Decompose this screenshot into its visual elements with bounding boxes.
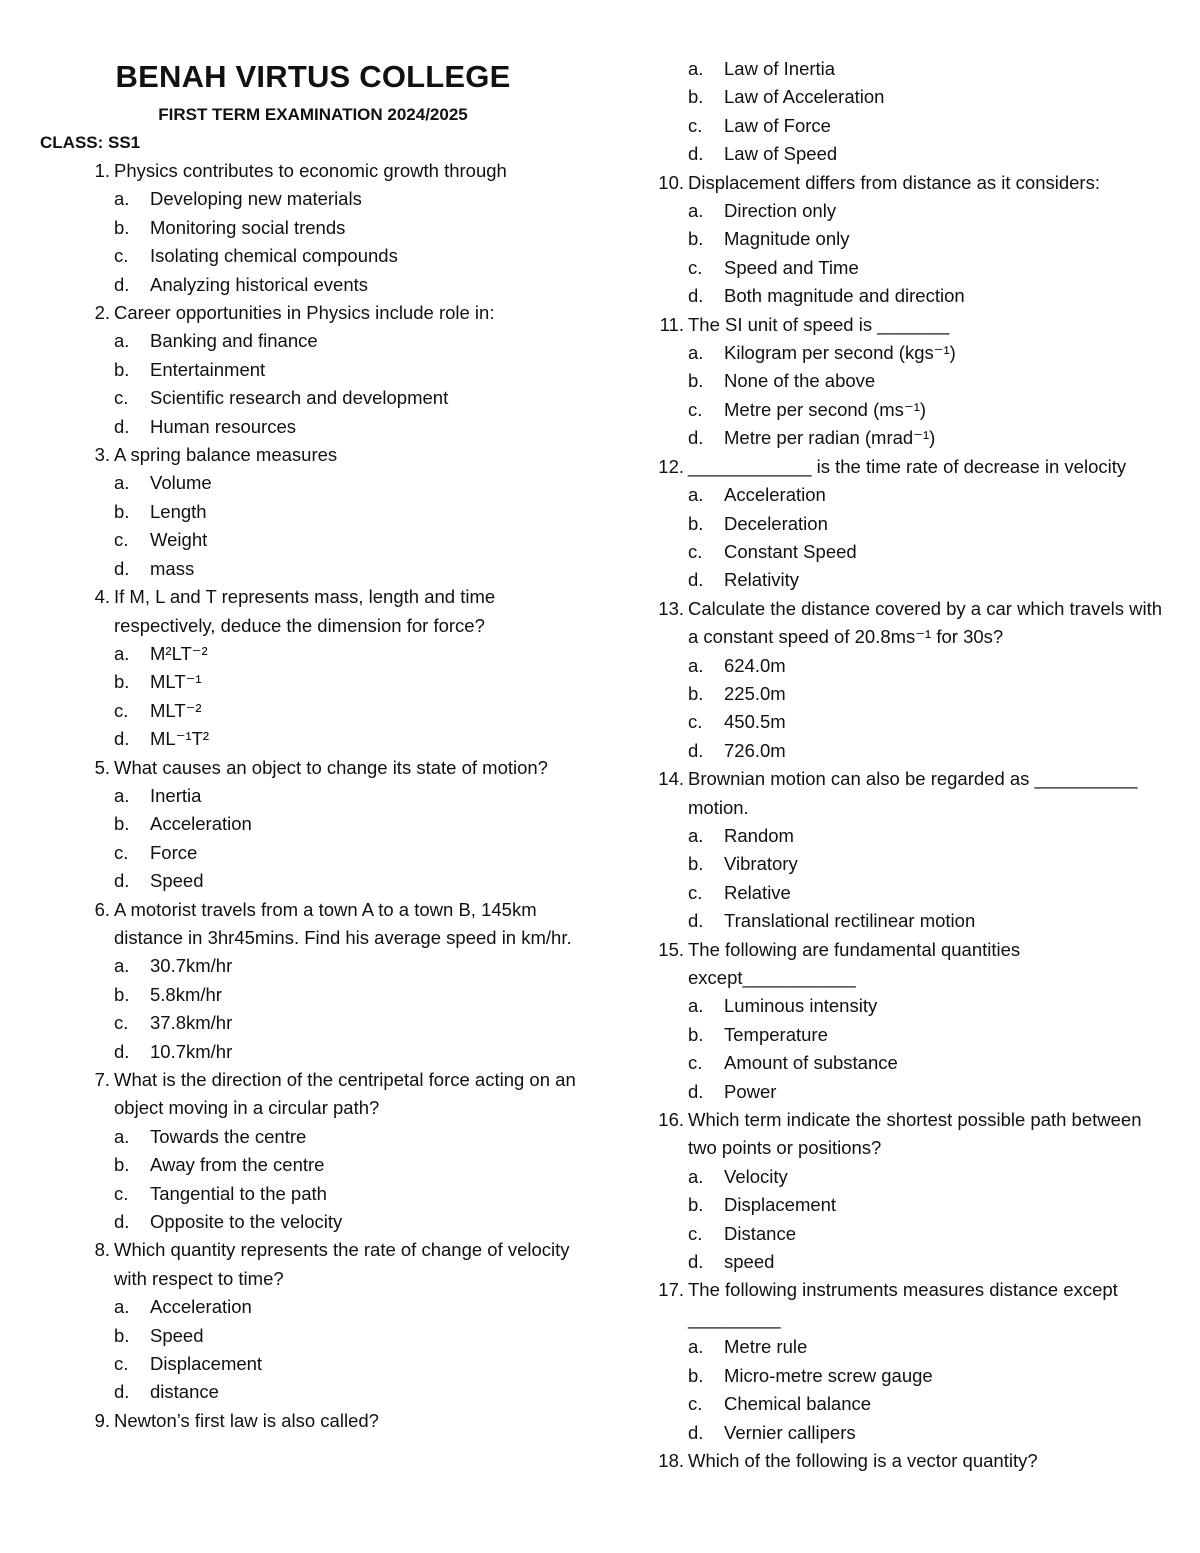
option-letter: a. [114, 784, 130, 806]
answer-option [78, 1009, 578, 1037]
answer-option [78, 327, 578, 355]
answer-option [78, 952, 578, 980]
answer-option [78, 810, 578, 838]
question-text: What causes an object to change its state of motion? [114, 756, 548, 778]
answer-option [652, 197, 1172, 225]
question [652, 595, 1172, 652]
question [78, 896, 578, 953]
question [652, 936, 1172, 993]
option-text: Entertainment [150, 358, 266, 380]
option-text: ML⁻¹T² [150, 728, 210, 750]
question-number: 2. [94, 302, 110, 324]
option-text: Banking and finance [150, 330, 318, 352]
question-block [652, 936, 1172, 1106]
option-text: Power [724, 1080, 777, 1102]
option-text: Distance [724, 1222, 796, 1244]
option-letter: b. [688, 1023, 704, 1045]
option-text: Chemical balance [724, 1393, 872, 1415]
option-text: mass [150, 557, 195, 579]
option-letter: b. [688, 86, 704, 108]
answer-option [652, 367, 1172, 395]
answer-option [78, 185, 578, 213]
option-letter: d. [688, 143, 704, 165]
question-text: Which quantity represents the rate of change of velocity with respect to time? [114, 1239, 570, 1289]
option-letter: a. [114, 1125, 130, 1147]
answer-option [78, 214, 578, 242]
answer-option [652, 680, 1172, 708]
question [78, 754, 578, 782]
exam-header [40, 58, 586, 154]
question [652, 1276, 1172, 1333]
question-number: 6. [94, 898, 110, 920]
option-letter: b. [114, 983, 130, 1005]
option-text: Tangential to the path [150, 1182, 327, 1204]
question-block [78, 299, 578, 441]
answer-option [652, 1191, 1172, 1219]
answer-option [652, 1049, 1172, 1077]
option-letter: d. [114, 1211, 130, 1233]
option-letter: d. [114, 870, 130, 892]
question-number: 9. [94, 1409, 110, 1431]
option-letter: b. [114, 1154, 130, 1176]
answer-option [652, 1021, 1172, 1049]
option-letter: a. [688, 1336, 704, 1358]
question-block [652, 453, 1172, 595]
answer-option [652, 992, 1172, 1020]
question [78, 583, 578, 640]
question-text: Which term indicate the shortest possible path between two points or positions? [688, 1109, 1142, 1159]
option-letter: a. [688, 484, 704, 506]
option-letter: a. [114, 955, 130, 977]
answer-option [78, 867, 578, 895]
question [652, 1447, 1172, 1475]
answer-option [652, 396, 1172, 424]
question [78, 1236, 578, 1293]
question-text: A spring balance measures [114, 444, 338, 466]
left-column [78, 157, 578, 1435]
answer-option [652, 566, 1172, 594]
answer-option [652, 1248, 1172, 1276]
option-text: Analyzing historical events [150, 273, 368, 295]
answer-option [652, 1220, 1172, 1248]
answer-option [652, 481, 1172, 509]
question [78, 1407, 578, 1435]
option-letter: b. [114, 358, 130, 380]
option-letter: b. [688, 512, 704, 534]
question-text: Calculate the distance covered by a car which travels with a constant speed of 20.8ms⁻¹ for 30s? [688, 597, 1163, 648]
option-letter: c. [114, 387, 129, 409]
question-text: Career opportunities in Physics include role in: [114, 302, 495, 324]
answer-option [652, 112, 1172, 140]
answer-option [78, 839, 578, 867]
option-letter: a. [688, 200, 704, 222]
question-text: The following are fundamental quantities except___________ [688, 938, 1021, 988]
answer-option [78, 725, 578, 753]
exam-title: FIRST TERM EXAMINATION 2024/2025 [158, 105, 468, 124]
answer-option [652, 822, 1172, 850]
option-text: Magnitude only [724, 228, 850, 250]
question-number: 18. [658, 1449, 684, 1471]
option-letter: d. [688, 910, 704, 932]
answer-option [78, 1208, 578, 1236]
option-text: Metre rule [724, 1336, 808, 1358]
question-block [652, 1447, 1172, 1475]
answer-option [652, 339, 1172, 367]
option-text: Both magnitude and direction [724, 285, 965, 307]
option-text: Monitoring social trends [150, 216, 346, 238]
question-text: Brownian motion can also be regarded as __________ motion. [688, 768, 1138, 818]
answer-option [78, 498, 578, 526]
class-label: CLASS: SS1 [40, 133, 141, 152]
answer-option [652, 510, 1172, 538]
question-block [78, 754, 578, 896]
option-text: 225.0m [724, 682, 786, 704]
option-text: Luminous intensity [724, 995, 878, 1017]
question-block [78, 441, 578, 583]
question-block [78, 583, 578, 753]
answer-option [652, 737, 1172, 765]
answer-option [652, 225, 1172, 253]
answer-option [652, 652, 1172, 680]
option-letter: b. [114, 216, 130, 238]
option-text: Deceleration [724, 512, 828, 534]
option-letter: a. [688, 654, 704, 676]
question-block [78, 157, 578, 299]
question-number: 11. [659, 313, 684, 335]
option-letter: c. [114, 529, 129, 551]
question-block [652, 169, 1172, 311]
answer-option [652, 1333, 1172, 1361]
question-number: 5. [94, 756, 110, 778]
question-number: 13. [658, 597, 684, 619]
option-letter: c. [688, 881, 703, 903]
question-number: 3. [94, 444, 110, 466]
answer-option [78, 782, 578, 810]
question-number: 4. [94, 586, 110, 608]
option-letter: b. [688, 228, 704, 250]
question-number: 15. [658, 938, 684, 960]
question-text: The following instruments measures distance except _________ [688, 1279, 1118, 1329]
option-text: 10.7km/hr [150, 1040, 233, 1062]
answer-option [78, 1322, 578, 1350]
option-letter: d. [114, 415, 130, 437]
answer-option [78, 469, 578, 497]
option-text: Displacement [724, 1194, 837, 1216]
option-text: Force [150, 841, 198, 863]
option-letter: b. [114, 500, 130, 522]
answer-option [652, 850, 1172, 878]
question-block [652, 55, 1172, 169]
answer-option [652, 1362, 1172, 1390]
option-text: Inertia [150, 784, 202, 806]
answer-option [652, 879, 1172, 907]
option-text: Volume [150, 472, 212, 494]
answer-option [78, 697, 578, 725]
option-letter: c. [688, 114, 703, 136]
answer-option [78, 668, 578, 696]
question-number: 12. [658, 455, 684, 477]
option-letter: b. [114, 813, 130, 835]
option-text: Metre per second (ms⁻¹) [724, 398, 927, 420]
option-letter: c. [114, 1012, 129, 1034]
option-text: Vernier callipers [724, 1421, 856, 1443]
option-letter: b. [688, 1364, 704, 1386]
answer-option [78, 1350, 578, 1378]
option-letter: a. [114, 188, 130, 210]
option-text: Speed [150, 1324, 204, 1346]
answer-option [652, 708, 1172, 736]
answer-option [652, 55, 1172, 83]
answer-option [78, 1378, 578, 1406]
option-text: Acceleration [724, 484, 826, 506]
option-letter: c. [688, 1222, 703, 1244]
right-column [652, 55, 1172, 1475]
option-text: Acceleration [150, 1296, 252, 1318]
answer-option [652, 1078, 1172, 1106]
question-block [652, 1106, 1172, 1276]
answer-option [78, 981, 578, 1009]
option-letter: d. [688, 1080, 704, 1102]
question-block [78, 1066, 578, 1236]
option-letter: a. [688, 995, 704, 1017]
question-text: Physics contributes to economic growth through [114, 160, 507, 181]
question [78, 299, 578, 327]
option-letter: b. [688, 370, 704, 392]
answer-option [78, 413, 578, 441]
question [652, 1106, 1172, 1163]
option-letter: d. [688, 285, 704, 307]
option-letter: c. [688, 256, 703, 278]
answer-option [652, 1419, 1172, 1447]
option-text: Relative [724, 881, 791, 903]
option-letter: a. [688, 342, 704, 364]
question-number: 16. [658, 1109, 684, 1131]
answer-option [652, 282, 1172, 310]
option-text: speed [724, 1251, 775, 1273]
answer-option [652, 83, 1172, 111]
option-text: Human resources [150, 415, 297, 437]
question-text: Which of the following is a vector quantity? [688, 1449, 1038, 1471]
option-text: Law of Acceleration [724, 86, 885, 108]
answer-option [78, 640, 578, 668]
option-text: distance [150, 1381, 219, 1403]
option-letter: c. [688, 1393, 703, 1415]
option-letter: a. [688, 1165, 704, 1187]
option-text: Length [150, 500, 207, 522]
option-text: Amount of substance [724, 1052, 898, 1074]
question-block [78, 1407, 578, 1435]
answer-option [78, 555, 578, 583]
question-block [652, 1276, 1172, 1446]
question-number: 8. [94, 1239, 110, 1261]
option-letter: a. [688, 58, 704, 79]
option-letter: c. [114, 699, 129, 721]
question-text: What is the direction of the centripetal force acting on an object moving in a circular path? [114, 1069, 576, 1119]
option-text: Metre per radian (mrad⁻¹) [724, 427, 936, 449]
option-letter: a. [114, 330, 130, 352]
option-letter: b. [688, 682, 704, 704]
option-text: 450.5m [724, 711, 786, 733]
option-text: Isolating chemical compounds [150, 245, 398, 267]
option-text: 624.0m [724, 654, 786, 676]
answer-option [78, 356, 578, 384]
option-text: MLT⁻² [150, 699, 202, 721]
option-text: Displacement [150, 1353, 263, 1375]
question [78, 441, 578, 469]
question-number: 14. [658, 768, 684, 790]
option-letter: d. [114, 273, 130, 295]
option-text: Translational rectilinear motion [724, 910, 976, 932]
option-text: Law of Inertia [724, 58, 836, 79]
option-letter: a. [114, 642, 130, 664]
question [652, 765, 1172, 822]
answer-option [652, 538, 1172, 566]
option-letter: a. [114, 472, 130, 494]
option-text: Micro-metre screw gauge [724, 1364, 933, 1386]
option-letter: c. [114, 245, 129, 267]
option-letter: d. [688, 739, 704, 761]
question-text: Displacement differs from distance as it considers: [688, 171, 1100, 193]
option-text: Kilogram per second (kgs⁻¹) [724, 342, 956, 364]
option-text: Direction only [724, 200, 837, 222]
option-letter: d. [688, 1251, 704, 1273]
option-text: Opposite to the velocity [150, 1211, 343, 1233]
option-letter: d. [688, 1421, 704, 1443]
answer-option [652, 254, 1172, 282]
answer-option [652, 1163, 1172, 1191]
option-letter: d. [114, 557, 130, 579]
option-text: 37.8km/hr [150, 1012, 233, 1034]
question [652, 453, 1172, 481]
answer-option [78, 1293, 578, 1321]
answer-option [78, 1123, 578, 1151]
option-letter: b. [688, 853, 704, 875]
option-text: 5.8km/hr [150, 983, 222, 1005]
option-letter: c. [688, 398, 703, 420]
option-letter: c. [114, 1182, 129, 1204]
option-text: Relativity [724, 569, 800, 591]
option-text: Vibratory [724, 853, 798, 875]
question-number: 7. [94, 1069, 110, 1090]
answer-option [78, 384, 578, 412]
option-letter: d. [688, 569, 704, 591]
option-text: Developing new materials [150, 188, 362, 210]
answer-option [652, 140, 1172, 168]
question [78, 1066, 578, 1123]
option-text: Law of Speed [724, 143, 838, 165]
option-text: M²LT⁻² [150, 642, 208, 664]
question [652, 311, 1172, 339]
option-letter: c. [688, 711, 703, 733]
question-number: 10. [658, 171, 684, 193]
question [78, 157, 578, 185]
option-letter: d. [114, 728, 130, 750]
question-text: If M, L and T represents mass, length and time respectively, deduce the dimension for force? [114, 586, 496, 636]
option-letter: c. [114, 1353, 129, 1375]
option-text: Scientific research and development [150, 387, 449, 409]
question-text: A motorist travels from a town A to a town B, 145km distance in 3hr45mins. Find his average speed in km/hr. [114, 898, 572, 948]
question-block [652, 311, 1172, 453]
question-number: 17. [658, 1279, 684, 1301]
option-text: MLT⁻¹ [150, 671, 202, 693]
option-letter: b. [114, 1324, 130, 1346]
answer-option [78, 1180, 578, 1208]
option-letter: b. [688, 1194, 704, 1216]
option-letter: c. [688, 540, 703, 562]
school-name: BENAH VIRTUS COLLEGE [115, 59, 511, 94]
option-text: Temperature [724, 1023, 828, 1045]
option-text: Velocity [724, 1165, 788, 1187]
answer-option [652, 907, 1172, 935]
question-text: ____________ is the time rate of decrease in velocity [688, 455, 1127, 477]
option-letter: d. [114, 1381, 130, 1403]
option-letter: c. [114, 841, 129, 863]
question-block [78, 896, 578, 1066]
option-text: Law of Force [724, 114, 831, 136]
answer-option [78, 526, 578, 554]
question-text: The SI unit of speed is _______ [688, 313, 950, 335]
option-letter: d. [688, 427, 704, 449]
option-letter: b. [114, 671, 130, 693]
answer-option [78, 1038, 578, 1066]
answer-option [78, 242, 578, 270]
option-text: Speed and Time [724, 256, 859, 278]
option-text: Constant Speed [724, 540, 857, 562]
option-text: 30.7km/hr [150, 955, 233, 977]
option-text: Away from the centre [150, 1154, 325, 1176]
answer-option [652, 1390, 1172, 1418]
option-text: 726.0m [724, 739, 786, 761]
option-text: Acceleration [150, 813, 252, 835]
option-letter: a. [114, 1296, 130, 1318]
question-block [78, 1236, 578, 1406]
answer-option [78, 1151, 578, 1179]
question-block [652, 595, 1172, 765]
option-text: Towards the centre [150, 1125, 307, 1147]
option-letter: a. [688, 824, 704, 846]
option-text: Speed [150, 870, 204, 892]
question [652, 169, 1172, 197]
option-text: Weight [150, 529, 208, 551]
question-block [652, 765, 1172, 935]
question-number: 1. [94, 160, 110, 181]
option-letter: c. [688, 1052, 703, 1074]
answer-option [652, 424, 1172, 452]
option-text: None of the above [724, 370, 876, 392]
question-text: Newton’s first law is also called? [114, 1409, 379, 1431]
option-text: Random [724, 824, 794, 846]
answer-option [78, 271, 578, 299]
option-letter: d. [114, 1040, 130, 1062]
